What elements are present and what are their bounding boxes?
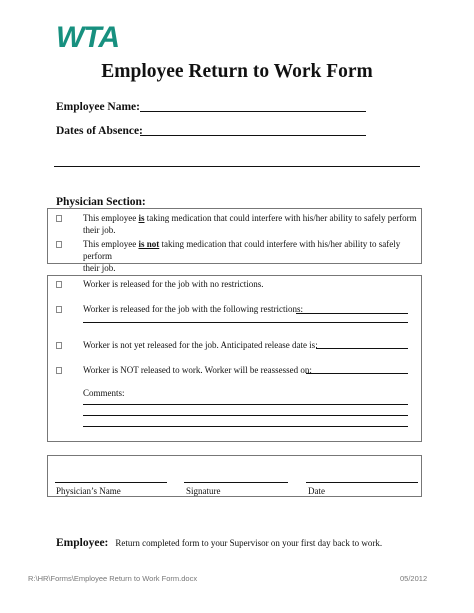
dates-of-absence-label: Dates of Absence: — [56, 125, 143, 137]
not-yet-released-text: Worker is not yet released for the job. Anticipated release date is: — [83, 340, 318, 350]
medication-is-not-checkbox[interactable] — [56, 241, 62, 248]
employee-name-line[interactable] — [140, 111, 366, 112]
anticipated-release-date-line[interactable] — [316, 348, 408, 349]
release-status-box — [47, 275, 422, 442]
section-divider — [54, 166, 420, 167]
employee-note-text: Return completed form to your Supervisor on your first day back to work. — [115, 538, 383, 548]
not-released-checkbox[interactable] — [56, 367, 62, 374]
physician-name-line[interactable] — [55, 482, 167, 483]
signature-label: Signature — [186, 486, 221, 496]
physician-section-heading: Physician Section: — [56, 196, 146, 208]
signature-line[interactable] — [184, 482, 288, 483]
with-restrictions-text: Worker is released for the job with the following restrictions: — [83, 304, 303, 314]
revision-date: 05/2012 — [400, 574, 428, 583]
medication-is-not-text: This employee is not taking medication that could interfere with his/her ability to safely perform their job. — [83, 239, 401, 273]
with-restrictions-checkbox[interactable] — [56, 306, 62, 313]
no-restrictions-text: Worker is released for the job with no restrictions. — [83, 279, 264, 289]
comments-line-3[interactable] — [83, 426, 408, 427]
dates-of-absence-line[interactable] — [140, 135, 366, 136]
wta-logo: WTA — [56, 21, 120, 54]
not-yet-released-checkbox[interactable] — [56, 342, 62, 349]
page-title: Employee Return to Work Form — [101, 61, 373, 82]
medication-is-text: This employee is taking medication that could interfere with his/her ability to safely perform their job. — [83, 213, 417, 235]
restrictions-line-1[interactable] — [296, 313, 408, 314]
comments-line-2[interactable] — [83, 415, 408, 416]
restrictions-line-2[interactable] — [83, 322, 408, 323]
employee-note-label: Employee: — [56, 537, 109, 549]
employee-name-label: Employee Name: — [56, 101, 140, 113]
file-path: R:\HR\Forms\Employee Return to Work Form.docx — [28, 574, 198, 583]
employee-instructions — [56, 535, 382, 550]
physician-name-label: Physician’s Name — [56, 486, 121, 496]
comments-label: Comments: — [83, 388, 125, 398]
not-released-text: Worker is NOT released to work. Worker will be reassessed on: — [83, 365, 312, 375]
no-restrictions-checkbox[interactable] — [56, 281, 62, 288]
medication-is-checkbox[interactable] — [56, 215, 62, 222]
comments-line-1[interactable] — [83, 404, 408, 405]
reassess-date-line[interactable] — [306, 373, 408, 374]
date-line[interactable] — [306, 482, 418, 483]
date-label: Date — [308, 486, 325, 496]
